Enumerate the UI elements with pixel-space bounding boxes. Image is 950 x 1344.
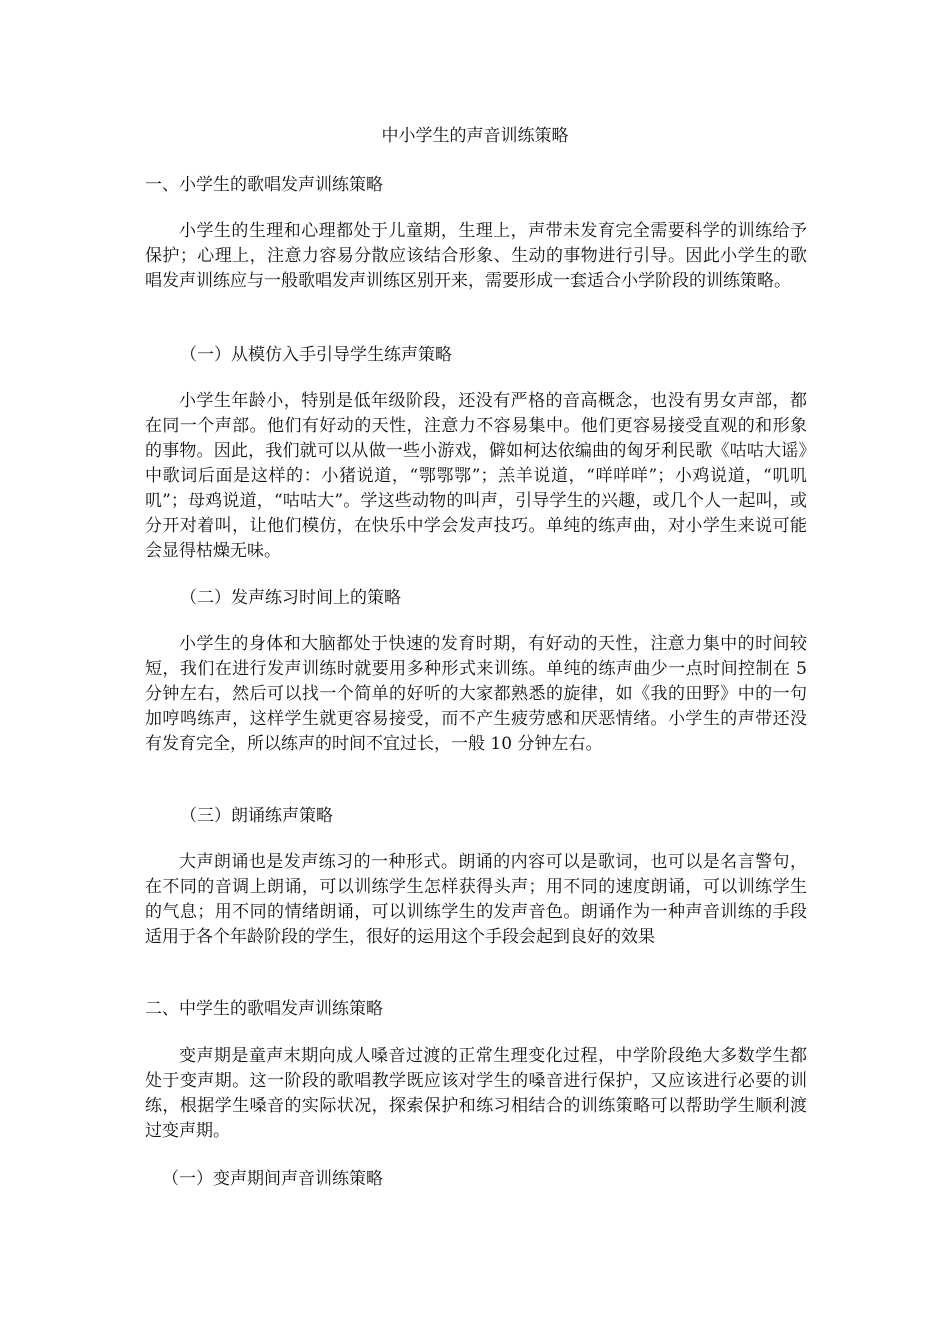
subsection-1-1-body: 小学生年龄小，特别是低年级阶段，还没有严格的音高概念，也没有男女声部，都在同一个声部。他们有好动的天性，注意力不容易集中。他们更容易接受直观的和形象的事物。因此，我们就可以从做一些小游戏，僻如柯达依编曲的匈牙利民歌《咕咕大谣》中歌词后面是这样的：小猪说道，“鄂鄂鄂”；羔羊说道，“咩咩咩”；小鸡说道，“叽叽叽”；母鸡说道，“咕咕大”。学这些动物的叫声，引导学生的兴趣，或几个人一起叫，或分开对着叫，让他们模仿，在快乐中学会发声技巧。单纯的练声曲，对小学生来说可能会显得枯燥无味。 — [145, 391, 807, 561]
subsection-2-1-heading: （一）变声期间声音训练策略 — [162, 1169, 383, 1189]
subsection-1-2-body: 小学生的身体和大脑都处于快速的发育时期，有好动的天性，注意力集中的时间较短，我们在进行发声训练时就要用多种形式来训练。单纯的练声曲少一点时间控制在 5 分钟左右，然后可以找一个简单的好听的大家都熟悉的旋律，如《我的田野》中的一句加哼鸣练声，这样学生就更容易接受，而不产生疲劳感和厌恶情绪。小学生的声带还没有发育完全，所以练声的时间不宜过长，一般 10 分钟左右。 — [145, 634, 807, 754]
section-1-intro: 小学生的生理和心理都处于儿童期，生理上，声带未发育完全需要科学的训练给予保护；心理上，注意力容易分散应该结合形象、生动的事物进行引导。因此小学生的歌唱发声训练应与一般歌唱发声训练区别开来，需要形成一套适合小学阶段的训练策略。 — [145, 221, 807, 291]
document-title: 中小学生的声音训练策略 — [381, 126, 569, 146]
section-1-heading: 一、小学生的歌唱发声训练策略 — [145, 175, 383, 195]
subsection-1-1-heading: （一）从模仿入手引导学生练声策略 — [180, 345, 452, 365]
section-2-heading: 二、中学生的歌唱发声训练策略 — [145, 999, 383, 1019]
subsection-1-3-heading: （三）朗诵练声策略 — [180, 806, 333, 826]
section-2-intro: 变声期是童声末期向成人嗓音过渡的正常生理变化过程，中学阶段绝大多数学生都处于变声期。这一阶段的歌唱教学既应该对学生的嗓音进行保护，又应该进行必要的训练，根据学生嗓音的实际状况，探索保护和练习相结合的训练策略可以帮助学生顺利渡过变声期。 — [145, 1046, 807, 1141]
subsection-1-3-body: 大声朗诵也是发声练习的一种形式。朗诵的内容可以是歌词，也可以是名言警句，在不同的音调上朗诵，可以训练学生怎样获得头声；用不同的速度朗诵，可以训练学生的气息；用不同的情绪朗诵，可以训练学生的发声音色。朗诵作为一种声音训练的手段适用于各个年龄阶段的学生，很好的运用这个手段会起到良好的效果 — [145, 852, 807, 947]
subsection-1-2-heading: （二）发声练习时间上的策略 — [180, 588, 401, 608]
